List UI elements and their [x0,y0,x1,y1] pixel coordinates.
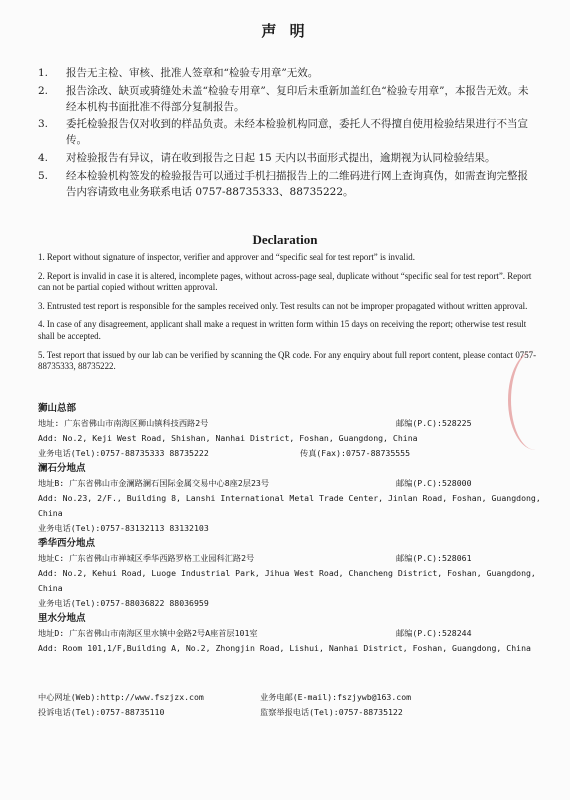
office-name-lanshi: 澜石分地点 [38,463,86,474]
address-en: Add: No.23, 2/F., Building 8, Lanshi International Metal Trade Center, Jinlan Road, Foshan, Guangdong, China [38,493,541,518]
footer-row [38,705,548,720]
business-tel: 业务电话(Tel):0757-88036822 88036959 [38,598,209,608]
email-link: 业务电邮(E-mail):fszjywb@163.com [260,692,412,702]
address-cn: 地址D: 广东省佛山市南海区里水镇中金路2号A座首层101室 [38,628,258,638]
complaint-tel: 投诉电话(Tel):0757-88735110 [38,707,165,717]
office-name-jihua: 季华西分地点 [38,538,96,549]
item-number: 4. [38,151,49,164]
office-addresses [38,401,548,656]
website-link: 中心网址(Web):http://www.fszjzx.com [38,692,204,702]
address-en: Add: No.2, Keji West Road, Shishan, Nanhai District, Foshan, Guangdong, China [38,433,418,443]
list-item [38,117,538,149]
list-item [38,169,538,201]
address-en: Add: Room 101,1/F,Building A, No.2, Zhongjin Road, Lishui, Nanhai District, Foshan, Guangdong, China [38,643,531,653]
list-item: 4. In case of any disagreement, applicant shall make a request in written form within 15 days on receiving the report; otherwise test result shall be accepted. [38,319,527,341]
footer-row [38,690,548,705]
title-chinese: 声 明 [261,22,309,40]
office-address-row [38,416,548,431]
postcode: 邮编(P.C):528244 [396,628,472,638]
title-english: Declaration [252,232,318,247]
postcode: 邮编(P.C):528000 [396,478,472,488]
report-tel: 监察举报电话(Tel):0757-88735122 [260,707,403,717]
list-item [38,84,538,116]
business-tel: 业务电话(Tel):0757-88735333 88735222 [38,448,209,458]
item-text: 经本检验机构签发的检验报告可以通过手机扫描报告上的二维码进行网上查询真伪，如需查询完整报告内容请致电业务联系电话 0757-88735333、88735222。 [66,169,528,198]
office-address-row [38,551,548,566]
postcode: 邮编(P.C):528061 [396,553,472,563]
item-number: 5. [38,169,49,182]
office-name-lishui: 里水分地点 [38,613,86,624]
item-number: 3. [38,118,49,131]
address-cn: 地址: 广东省佛山市南海区狮山镇科技西路2号 [38,418,209,428]
list-item: 5. Test report that issued by our lab can be verified by scanning the QR code. For any enquiry about full report content, please contact 0757-88735333, 88735222. [38,349,537,372]
item-text: 对检验报告有异议，请在收到报告之日起 15 天内以书面形式提出，逾期视为认同检验结果。 [66,151,496,164]
item-text: 委托检验报告仅对收到的样品负责。未经本检验机构同意，委托人不得擅自使用检验结果进行不当宣传。 [66,118,528,147]
office-contact-row [38,446,548,461]
chinese-declaration-list [38,66,538,202]
address-en: Add: No.2, Kehui Road, Luoge Industrial Park, Jihua West Road, Chancheng District, Foshan, Guangdong, China [38,568,536,593]
list-item [38,151,538,167]
english-declaration-list [38,252,538,380]
business-tel: 业务电话(Tel):0757-83132113 83132103 [38,523,209,533]
list-item: 3. Entrusted test report is responsible for the samples received only. Test results can not be improper propagated without written approval. [38,300,528,311]
list-item: 2. Report is invalid in case it is altered, incomplete pages, without across-page seal, duplicate without “specific seal for test report”. Report can not be partial copied without written approval. [38,270,532,293]
item-number: 1. [38,67,49,79]
office-name-hq: 狮山总部 [38,403,77,414]
item-text: 报告涂改、缺页或骑缝处未盖“检验专用章”、复印后未重新加盖红色“检验专用章”，本报告无效。未经本机构书面批准不得部分复制报告。 [66,84,529,113]
office-address-row [38,626,548,641]
item-text: 报告无主检、审核、批准人签章和“检验专用章”无效。 [66,67,319,79]
fax: 传真(Fax):0757-88735555 [300,448,411,458]
list-item: 1. Report without signature of inspector, verifier and approver and “specific seal for test report” is invalid. [38,252,415,262]
seal-stamp-edge [508,350,563,450]
list-item [38,66,538,82]
item-number: 2. [38,84,49,97]
postcode: 邮编(P.C):528225 [396,418,472,428]
office-address-row [38,476,548,491]
contact-footer [38,690,548,720]
address-cn: 地址B: 广东省佛山市金澜路澜石国际金属交易中心8座2层23号 [38,478,270,488]
address-cn: 地址C: 广东省佛山市禅城区季华西路罗格工业园科汇路2号 [38,553,255,563]
